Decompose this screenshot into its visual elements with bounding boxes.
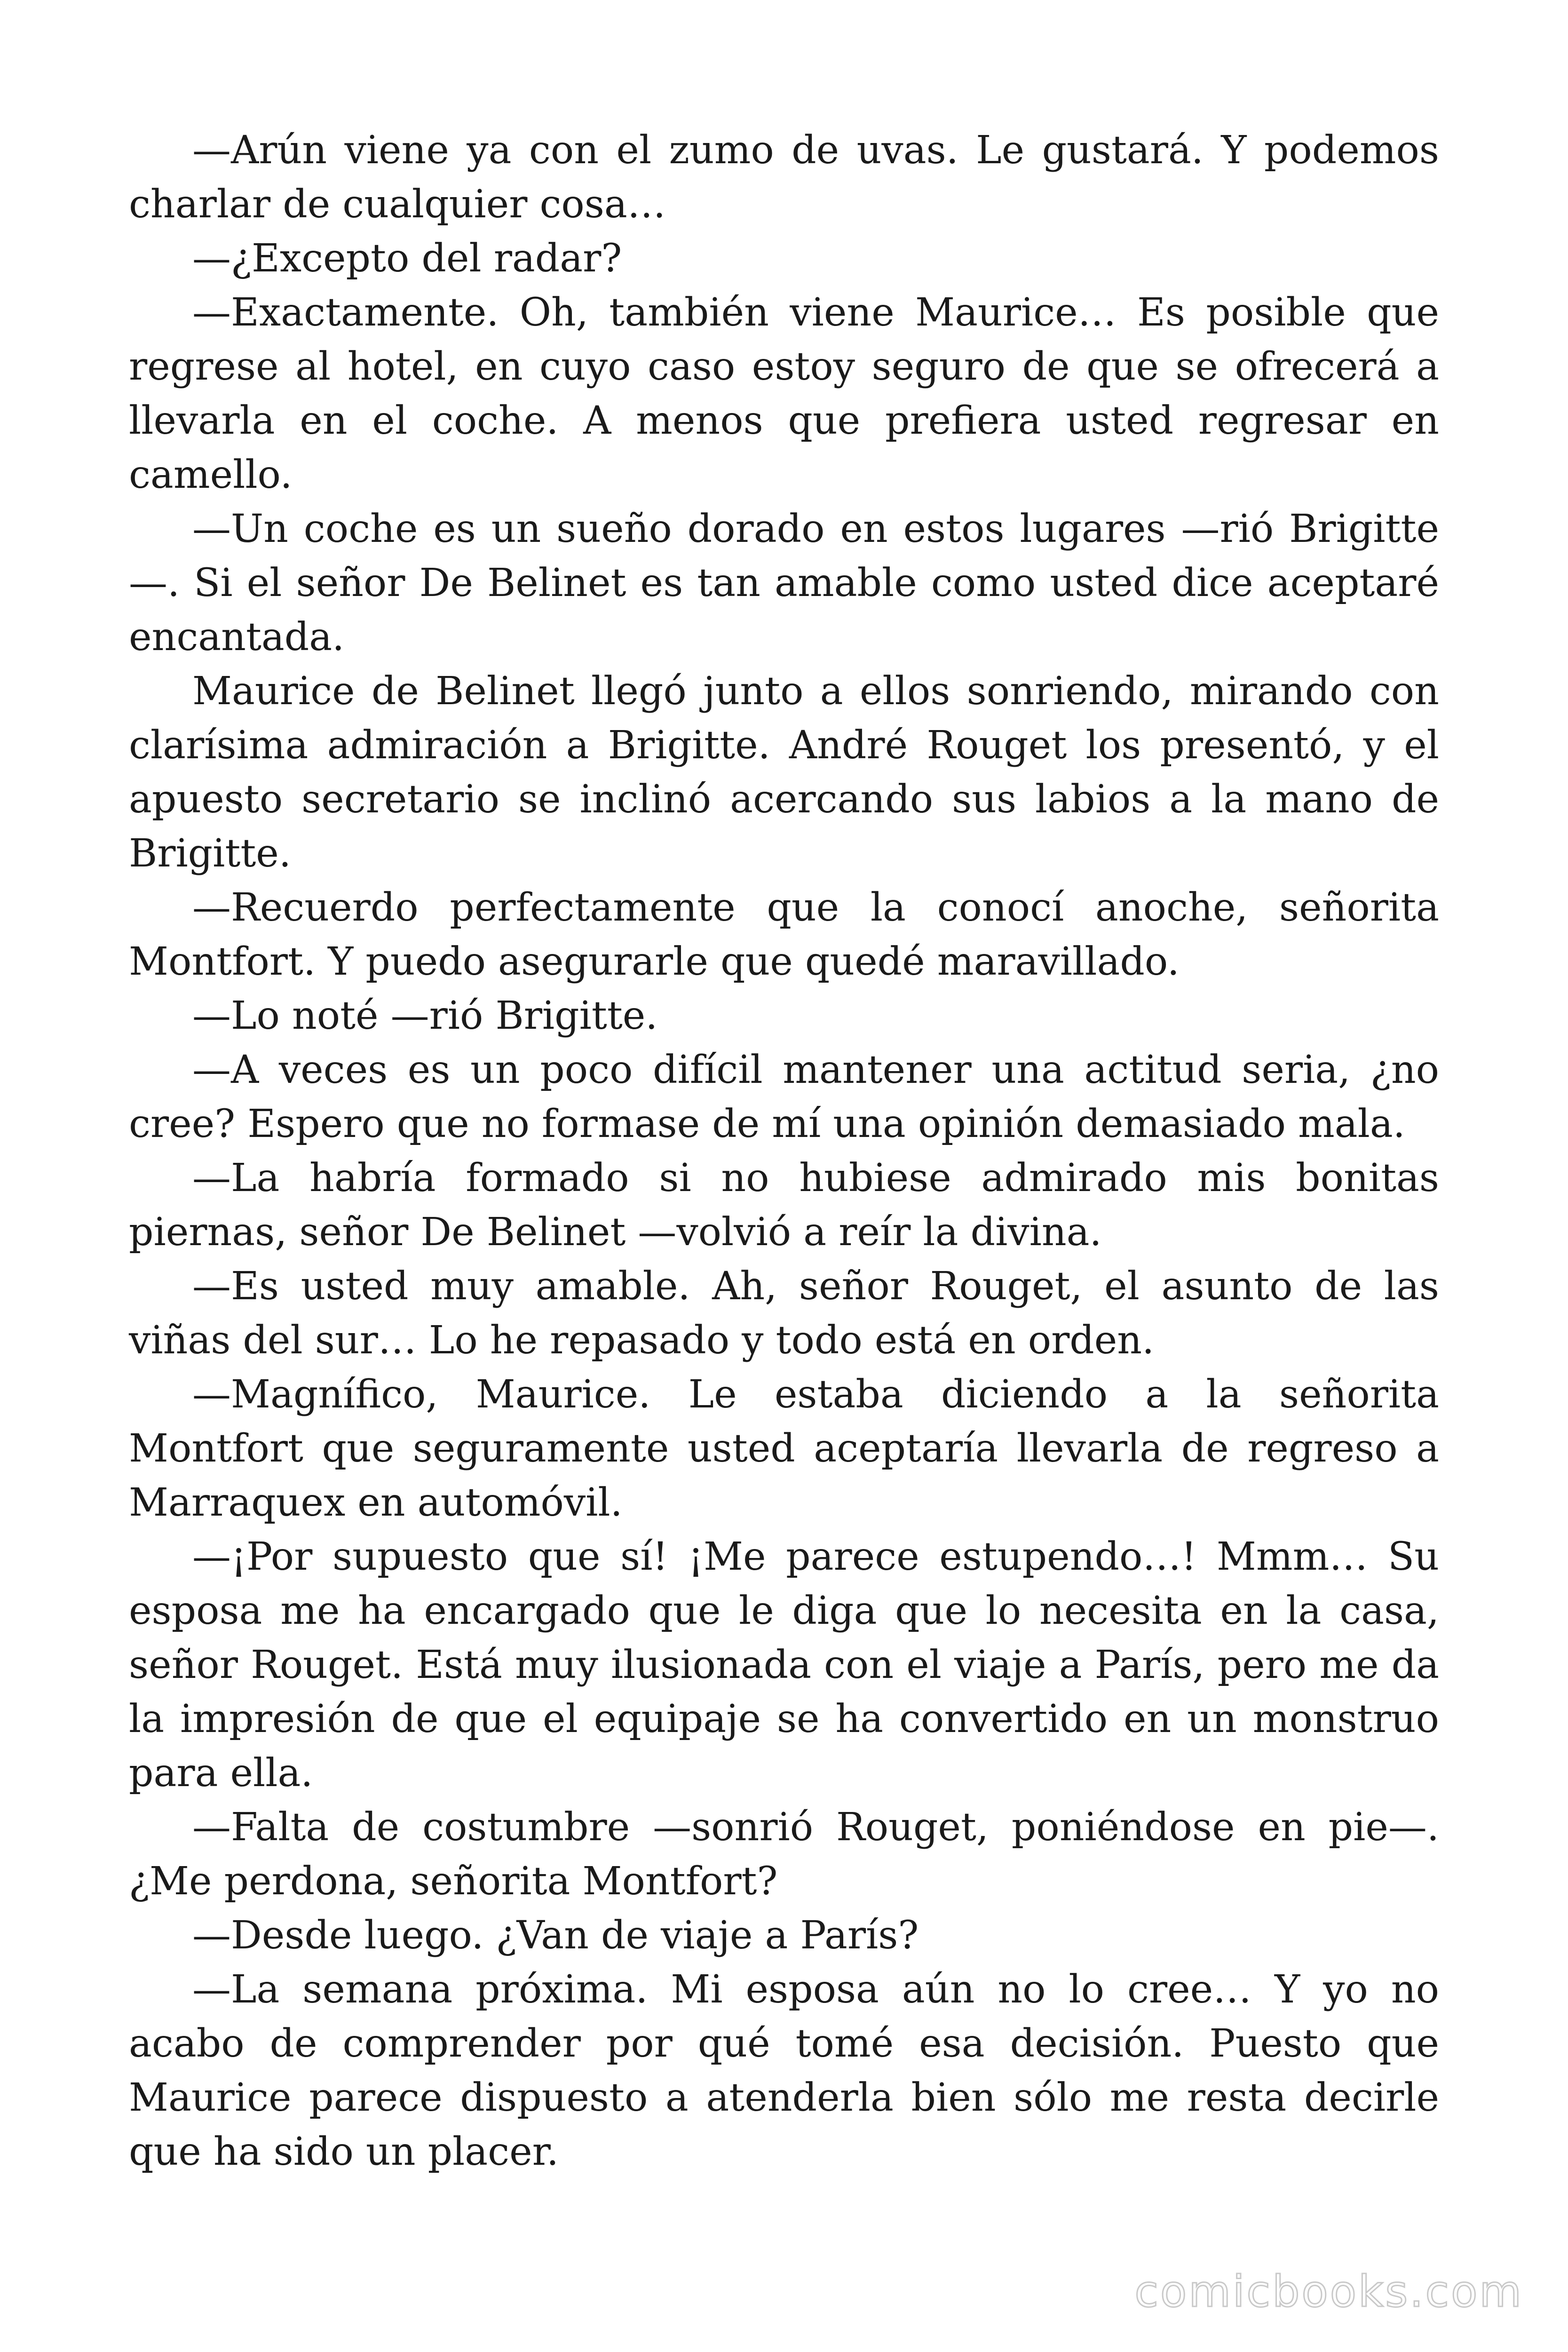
- watermark: comicbooks.com: [1134, 2266, 1523, 2317]
- paragraph: —¡Por supuesto que sí! ¡Me parece estupendo…! Mmm… Su esposa me ha encargado que le diga que lo necesita en la casa, señor Rouget. Está muy ilusionada con el viaje a París, pero me da la impresión de que el equipaje se ha convertido en un monstruo para ella.: [129, 1534, 1439, 1796]
- paragraph: Maurice de Belinet llegó junto a ellos sonriendo, mirando con clarísima admiración a Brigitte. André Rouget los presentó, y el apuesto secretario se inclinó acercando sus labios a la mano de Brigitte.: [129, 669, 1439, 876]
- paragraph: —A veces es un poco difícil mantener una actitud seria, ¿no cree? Espero que no formase de mí una opinión demasiado mala.: [129, 1048, 1439, 1146]
- paragraph: —Es usted muy amable. Ah, señor Rouget, el asunto de las viñas del sur… Lo he repasado y todo está en orden.: [129, 1264, 1439, 1363]
- paragraph: —Falta de costumbre —sonrió Rouget, poniéndose en pie—. ¿Me perdona, señorita Montfort?: [129, 1805, 1439, 1904]
- paragraph: —Desde luego. ¿Van de viaje a París?: [192, 1913, 919, 1958]
- paragraph: —Magnífico, Maurice. Le estaba diciendo a la señorita Montfort que seguramente usted aceptaría llevarla de regreso a Marraquex en automóvil.: [129, 1372, 1439, 1525]
- paragraph: —Recuerdo perfectamente que la conocí anoche, señorita Montfort. Y puedo asegurarle que quedé maravillado.: [129, 885, 1439, 984]
- paragraph: —La semana próxima. Mi esposa aún no lo cree… Y yo no acabo de comprender por qué tomé esa decisión. Puesto que Maurice parece dispuesto a atenderla bien sólo me resta decirle que ha sido un placer.: [129, 1967, 1439, 2174]
- paragraph: —Lo noté —rió Brigitte.: [192, 993, 658, 1038]
- paragraph: —Arún viene ya con el zumo de uvas. Le gustará. Y podemos charlar de cualquier cosa…: [129, 128, 1439, 227]
- paragraph: —Exactamente. Oh, también viene Maurice… Es posible que regrese al hotel, en cuyo caso estoy seguro de que se ofrecerá a llevarla en el coche. A menos que prefiera usted regresar en camello.: [129, 290, 1439, 497]
- paragraph: —¿Excepto del radar?: [192, 236, 622, 281]
- paragraph: —Un coche es un sueño dorado en estos lugares —rió Brigitte—. Si el señor De Belinet es tan amable como usted dice aceptaré encantada.: [129, 507, 1439, 660]
- paragraph: —La habría formado si no hubiese admirado mis bonitas piernas, señor De Belinet —volvió a reír la divina.: [129, 1156, 1439, 1255]
- page-body: [129, 123, 1439, 2179]
